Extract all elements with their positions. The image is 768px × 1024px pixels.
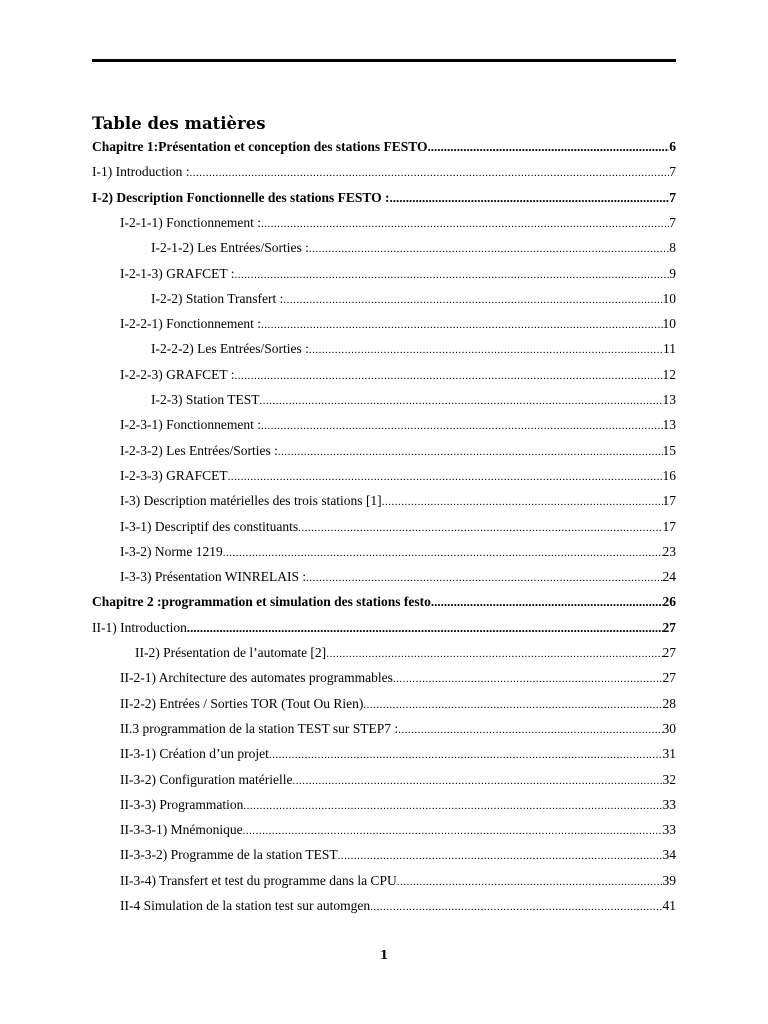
toc-entry-label: I-2-3) Station TEST [151, 392, 260, 407]
toc-dot-leader [398, 720, 662, 740]
toc-entry[interactable] [92, 339, 676, 359]
toc-dot-leader [382, 492, 663, 512]
toc-entry-label: I-2-3-3) GRAFCET [120, 467, 228, 483]
toc-entry-page: 27 [662, 645, 676, 660]
toc-dot-leader [326, 644, 662, 664]
toc-entry[interactable] [92, 441, 676, 461]
toc-entry[interactable] [92, 618, 676, 638]
toc-entry-page: 26 [662, 594, 676, 610]
toc-entry-page: 10 [662, 290, 676, 306]
toc-dot-leader [187, 618, 663, 638]
toc-entry-page: 13 [662, 392, 676, 407]
toc-entry-label: I-2-2-3) GRAFCET : [120, 366, 235, 382]
toc-entry-label: II-3-3) Programmation [120, 796, 244, 812]
toc-entry[interactable] [92, 871, 676, 891]
toc-dot-leader [235, 265, 670, 285]
toc-entry-page: 34 [662, 847, 676, 863]
toc-entry-page: 32 [662, 771, 676, 787]
toc-entry-page: 15 [662, 442, 676, 458]
toc-dot-leader [370, 897, 662, 917]
toc-entry-page: 9 [669, 265, 676, 281]
toc-dot-leader [397, 872, 663, 892]
toc-entry[interactable] [92, 795, 676, 815]
toc-entry-page: 7 [669, 189, 676, 205]
toc-entry[interactable] [92, 264, 676, 284]
toc-entry-label: I-2-2-2) Les Entrées/Sorties : [151, 341, 309, 357]
toc-title: Table des matières [92, 114, 266, 133]
toc-dot-leader [243, 796, 662, 816]
toc-entry-label: I-3-1) Descriptif des constituants [120, 518, 299, 534]
toc-entry[interactable] [92, 289, 676, 309]
toc-entry-label: I-1) Introduction : [92, 164, 190, 180]
toc-entry[interactable] [92, 314, 676, 334]
toc-entry-label: I-2-3-1) Fonctionnement : [120, 417, 261, 433]
toc-entry-page: 6 [669, 139, 676, 154]
toc-dot-leader [428, 137, 670, 157]
toc-entry[interactable] [92, 162, 676, 182]
toc-entry-label: II.3 programmation de la station TEST sur STEP7 : [120, 720, 399, 736]
toc-entry-page: 31 [662, 746, 676, 762]
toc-dot-leader [309, 340, 663, 360]
toc-entry[interactable] [92, 517, 676, 537]
toc-entry[interactable] [92, 719, 676, 739]
toc-entry[interactable] [92, 390, 676, 410]
page-number: 1 [379, 948, 389, 962]
toc-dot-leader [261, 315, 663, 335]
toc-entry-page: 13 [662, 417, 676, 433]
toc-entry[interactable] [92, 820, 676, 840]
toc-entry-page: 12 [662, 366, 676, 382]
toc-entry[interactable] [92, 466, 676, 486]
toc-entry-page: 28 [662, 695, 676, 711]
toc-entry-label: I-2-1-3) GRAFCET : [120, 265, 235, 281]
toc-entry-label: II-3-4) Transfert et test du programme dans la CPU [120, 872, 397, 888]
toc-entry-label: I-2-3-2) Les Entrées/Sorties : [120, 442, 278, 458]
toc-entry-label: Chapitre 1:Présentation et conception des stations FESTO [92, 139, 428, 154]
toc-entry-page: 7 [669, 214, 676, 230]
toc-entry[interactable] [92, 213, 676, 233]
toc-entry-label: I-2-1-2) Les Entrées/Sorties : [151, 240, 309, 256]
header-rule [92, 59, 676, 62]
toc-entry-page: 27 [662, 619, 676, 635]
toc-entry[interactable] [92, 694, 676, 714]
toc-dot-leader [283, 290, 662, 310]
toc-entry-page: 24 [662, 569, 676, 585]
toc-entry[interactable] [92, 542, 676, 562]
toc-dot-leader [189, 163, 669, 183]
toc-entry-label: I-2-2) Station Transfert : [151, 290, 284, 306]
toc-dot-leader [223, 543, 663, 563]
toc-entry-page: 11 [663, 341, 676, 357]
toc-entry-label: II-1) Introduction [92, 619, 187, 635]
toc-entry[interactable] [92, 238, 676, 258]
toc-entry-label: I-3-3) Présentation WINRELAIS : [120, 569, 307, 585]
toc-entry-label: II-2-2) Entrées / Sorties TOR (Tout Ou Rien) [120, 695, 364, 711]
toc-entry[interactable] [92, 491, 676, 511]
toc-entry[interactable] [92, 137, 676, 157]
toc-entry[interactable] [92, 415, 676, 435]
toc-entry-label: I-3) Description matérielles des trois stations [1] [120, 493, 382, 509]
toc-entry-label: II-2-1) Architecture des automates programmables [120, 670, 393, 686]
toc-dot-leader [292, 771, 662, 791]
toc-entry-label: II-3-3-1) Mnémonique [120, 822, 243, 838]
toc-entry-page: 41 [662, 898, 676, 913]
toc-entry-label: II-3-1) Création d’un projet [120, 746, 269, 762]
toc-entry[interactable] [92, 188, 676, 208]
toc-dot-leader [431, 592, 663, 612]
toc-dot-leader [235, 366, 663, 386]
toc-entry-label: II-3-3-2) Programme de la station TEST [120, 847, 338, 863]
toc-dot-leader [390, 188, 670, 208]
toc-entry-label: II-3-2) Configuration matérielle [120, 771, 293, 787]
toc-entry-page: 7 [669, 164, 676, 180]
toc-dot-leader [338, 846, 663, 866]
toc-entry-page: 17 [662, 493, 676, 509]
toc-dot-leader [393, 669, 663, 689]
toc-entry-page: 10 [662, 316, 676, 332]
toc-entry-page: 27 [662, 670, 676, 686]
toc-entry-label: I-2) Description Fonctionnelle des stations FESTO : [92, 189, 390, 205]
toc-entry-label: I-3-2) Norme 1219 [120, 543, 223, 559]
toc-dot-leader [269, 745, 663, 765]
toc-entry[interactable] [92, 744, 676, 764]
toc-entry[interactable] [92, 567, 676, 587]
toc-entry-page: 17 [662, 518, 676, 534]
toc-entry-page: 8 [669, 240, 676, 256]
toc-dot-leader [298, 518, 662, 538]
toc-entry-label: II-4 Simulation de la station test sur automgen [120, 898, 371, 913]
toc-dot-leader [228, 467, 663, 487]
toc-entry[interactable] [92, 643, 676, 663]
toc-entry[interactable] [92, 845, 676, 865]
toc-dot-leader [309, 239, 669, 259]
toc-dot-leader [261, 214, 669, 234]
toc-entry[interactable] [92, 896, 676, 916]
toc-entry-label: II-2) Présentation de l’automate [2] [135, 645, 327, 660]
toc-dot-leader [243, 821, 663, 841]
toc-entry-label: Chapitre 2 :programmation et simulation des stations festo [92, 594, 431, 610]
toc-entry-page: 16 [662, 467, 676, 483]
toc-entry[interactable] [92, 592, 676, 612]
toc-entry-page: 39 [662, 872, 676, 888]
toc-entry-page: 30 [662, 720, 676, 736]
toc-entry-label: I-2-1-1) Fonctionnement : [120, 214, 261, 230]
toc-entry-page: 33 [662, 796, 676, 812]
toc-entry-label: I-2-2-1) Fonctionnement : [120, 316, 261, 332]
toc-dot-leader [363, 695, 662, 715]
toc-dot-leader [261, 416, 663, 436]
toc-entry-page: 23 [662, 543, 676, 559]
toc-dot-leader [260, 391, 663, 411]
toc-dot-leader [306, 568, 662, 588]
toc-entry[interactable] [92, 770, 676, 790]
toc-dot-leader [278, 442, 663, 462]
toc-entry[interactable] [92, 365, 676, 385]
toc-entry-page: 33 [662, 822, 676, 838]
toc-entry[interactable] [92, 668, 676, 688]
